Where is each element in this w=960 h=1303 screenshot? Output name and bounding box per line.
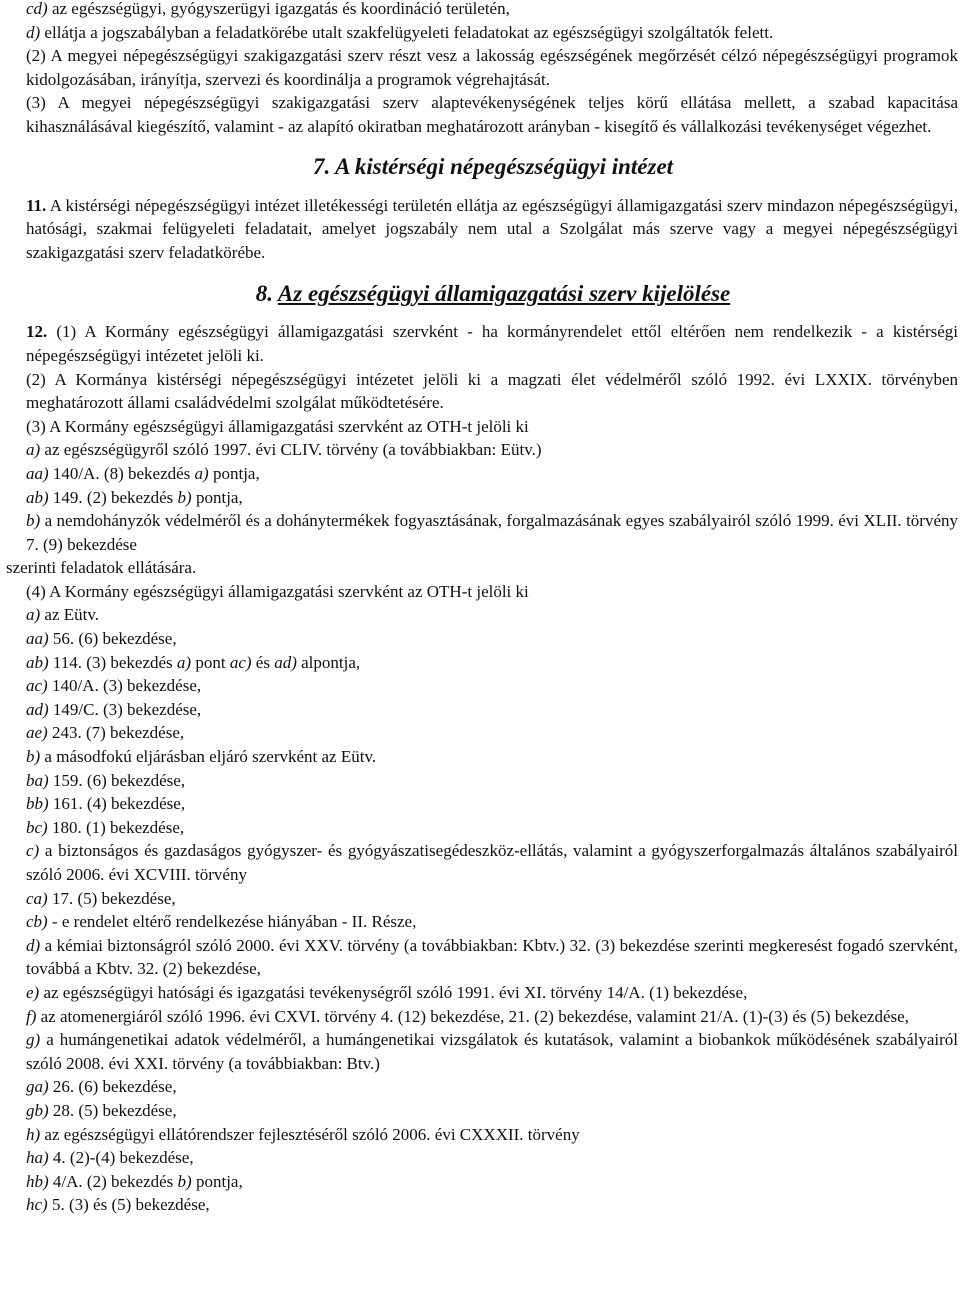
item-label: bb) — [26, 794, 49, 814]
item-text: alpontja, — [301, 652, 361, 672]
paragraph-12-4 — [6, 580, 958, 604]
item-text: 4. — [52, 1148, 66, 1168]
item-text: és — [255, 652, 270, 672]
point-b4 — [6, 745, 958, 769]
item-label: b) — [26, 511, 41, 531]
item-text: 243. — [51, 723, 82, 743]
item-label: b) — [26, 747, 41, 767]
point-ha — [6, 1146, 958, 1170]
paragraph-text: (3) A megyei népegészségügyi szakigazgatási szerv alaptevékenységének teljes körű ellátása mellett, a szabad kapacitása kihasználásával kiegészítő, valamint - az alapító okiratban meghatározott arányban - kisegítő és vállalkozási tevékenységet végezhet. — [26, 93, 958, 136]
item-text: (5) bekezdése, — [78, 1100, 177, 1120]
item-text: (6) bekezdése, — [78, 1077, 177, 1097]
item-text: (2) bekezdés — [86, 487, 174, 507]
item-label: ac) — [26, 676, 48, 696]
paragraph-text: (3) A Kormány egészségügyi államigazgatási szervként az OTH-t jelöli ki — [26, 416, 529, 436]
item-label: gb) — [26, 1100, 49, 1120]
item-text: (2) bekezdése, — [162, 959, 261, 979]
paragraph-text: (2) A megyei népegészségügyi szakigazgatási szerv részt vesz a lakosság egészségének megőrzését célzó népegészségügyi programok kidolgozásában, irányítja, szervezi és koordinálja a programok végrehajtását. — [26, 46, 958, 89]
item-text: az Eütv. — [44, 605, 100, 625]
point-d4 — [6, 934, 958, 981]
item-text: (2)-(4) bekezdése, — [69, 1148, 194, 1168]
item-text: (7) bekezdése, — [85, 723, 185, 743]
item-label: bc) — [26, 817, 48, 837]
item-text: (12) bekezdése, 21. — [397, 1006, 530, 1026]
item-text: 140/A. — [52, 463, 100, 483]
paragraph-text: A kistérségi népegészségügyi intézet illetékességi területén ellátja az egészségügyi államigazgatási szerv mindazon népegészségügyi, hatósági, szakmai felügyeleti feladatait, amelyet jogszabály nem utal a Szolgálat más szerve vagy a megyei népegészségügyi szakigazgatási szerv feladatkörébe. — [26, 195, 959, 262]
paragraph-11 — [6, 194, 958, 265]
item-text: - e rendelet eltérő rendelkezése hiányában - II. Része, — [51, 912, 417, 932]
point-aa4 — [6, 627, 958, 651]
paragraph-12-1 — [6, 320, 958, 367]
section-heading-8 — [6, 280, 958, 308]
item-text: (1) bekezdése, — [649, 982, 748, 1002]
item-text: a másodfokú eljárásban eljáró szervként az Eütv. — [44, 747, 377, 767]
item-label: a) — [26, 440, 41, 460]
paragraph-text: (1) A Kormány egészségügyi államigazgatási szervként - ha kormányrendelet ettől eltérően nem rendelkezik - a kistérségi népegészségügyi intézetet jelöli ki. — [26, 322, 959, 365]
item-text: (6) bekezdése, — [78, 629, 177, 649]
item-label: aa) — [26, 463, 49, 483]
item-text: 161. — [52, 794, 83, 814]
point-gb — [6, 1099, 958, 1123]
section-title: Az egészségügyi államigazgatási szerv kijelölése — [277, 281, 731, 307]
point-f — [6, 1005, 958, 1029]
item-text: 114. — [52, 652, 83, 672]
item-text: 140/A. — [51, 676, 99, 696]
item-text: (2) bekezdése, valamint 21/A. — [534, 1006, 739, 1026]
item-text: (3) bekezdés — [86, 652, 173, 672]
item-label: a) — [176, 652, 192, 672]
item-label: ha) — [26, 1148, 49, 1168]
paragraph-text: (4) A Kormány egészségügyi államigazgatási szervként az OTH-t jelöli ki — [26, 581, 529, 601]
section-title: A kistérségi népegészségügyi intézet — [335, 153, 674, 179]
item-text: az egészségügyi, gyógyszerügyi igazgatás és koordináció területén, — [51, 0, 510, 18]
item-text: a kémiai biztonságról szóló 2000. évi XXV. törvény (a továbbiakban: Kbtv.) 32. — [44, 935, 591, 955]
item-text: (3) és (5) bekezdése, — [68, 1195, 210, 1215]
item-label: ae) — [26, 723, 48, 743]
item-text: az egészségügyi hatósági és igazgatási tevékenységről szóló 1991. évi XI. törvény 14/A. — [43, 982, 645, 1002]
item-text: pontja, — [195, 1171, 243, 1191]
item-text: pontja, — [195, 487, 243, 507]
item-label: e) — [26, 982, 40, 1002]
item-text: (6) bekezdése, — [86, 770, 186, 790]
item-label: f) — [26, 1006, 37, 1026]
point-bb — [6, 792, 958, 816]
item-label: ab) — [26, 487, 49, 507]
paragraph-3 — [6, 91, 958, 138]
item-text: 26. — [52, 1077, 75, 1097]
point-d — [6, 21, 958, 45]
item-text: 4/A. — [52, 1171, 83, 1191]
point-bc — [6, 816, 958, 840]
item-text: (2) bekezdés — [86, 1171, 174, 1191]
item-text: (3) bekezdése, — [102, 699, 202, 719]
point-g — [6, 1028, 958, 1075]
item-label: ad) — [274, 652, 297, 672]
item-label: a) — [194, 463, 209, 483]
paragraph-number: 12. — [26, 322, 48, 342]
item-text: ellátja a jogszabályban a feladatkörébe utalt szakfelügyeleti feladatokat az egészségügyi szolgáltatók felett. — [44, 22, 774, 42]
item-label: aa) — [26, 629, 49, 649]
point-ac4 — [6, 674, 958, 698]
paragraph-12-3 — [6, 415, 958, 439]
point-cb — [6, 910, 958, 934]
item-text: (1) bekezdése, — [85, 817, 185, 837]
point-ba — [6, 769, 958, 793]
item-label: ac) — [229, 652, 252, 672]
paragraph-12-2 — [6, 368, 958, 415]
item-label: ga) — [26, 1077, 49, 1097]
item-text: 159. — [52, 770, 83, 790]
point-h — [6, 1123, 958, 1147]
item-text: a nemdohányzók védelméről és a dohánytermékek fogyasztásának, forgalmazásának egyes szabályairól szóló 1999. évi XLII. törvény 7. — [26, 511, 959, 554]
item-text: (4) bekezdése, — [86, 794, 186, 814]
item-text: szerinti feladatok ellátására. — [6, 558, 197, 578]
item-text: 180. — [51, 817, 82, 837]
item-text: pontja, — [212, 463, 260, 483]
point-aa — [6, 462, 958, 486]
paragraph-text: (2) A Kormánya kistérségi népegészségügyi intézetet jelöli ki a magzati élet védelméről szóló 1992. évi LXXIX. törvényben meghatározott állami családvédelmi szolgálat működtetésére. — [26, 369, 958, 413]
item-label: g) — [26, 1030, 41, 1050]
item-text: az atomenergiáról szóló 1996. évi CXVI. törvény 4. — [40, 1006, 394, 1026]
item-text: (5) bekezdése, — [77, 888, 176, 908]
item-text: (1)-(3) és (5) bekezdése, — [742, 1006, 909, 1026]
point-b — [6, 509, 958, 556]
item-text: az egészségügyről szóló 1997. évi CLIV. törvény (a továbbiakban: Eütv.) — [44, 440, 542, 460]
point-hc — [6, 1193, 958, 1217]
item-label: a) — [26, 605, 41, 625]
item-text: (3) bekezdése szerinti megkeresést fogadó szervként, továbbá a Kbtv. 32. — [26, 935, 958, 979]
item-label: hb) — [26, 1171, 49, 1191]
item-text: 56. — [52, 629, 75, 649]
item-label: cb) — [26, 912, 48, 932]
item-label: b) — [177, 487, 192, 507]
item-label: cd) — [26, 0, 48, 18]
item-text: 17. — [51, 888, 74, 908]
point-hb — [6, 1170, 958, 1194]
point-ae4 — [6, 721, 958, 745]
item-label: h) — [26, 1124, 41, 1144]
item-text: az egészségügyi ellátórendszer fejlesztéséről szóló 2006. évi CXXXII. törvény — [44, 1124, 580, 1144]
point-c — [6, 839, 958, 886]
item-text: 149. — [52, 487, 83, 507]
point-e — [6, 981, 958, 1005]
item-label: b) — [177, 1171, 192, 1191]
item-label: c) — [26, 841, 40, 861]
point-ca — [6, 887, 958, 911]
item-text: 28. — [52, 1100, 75, 1120]
point-ga — [6, 1075, 958, 1099]
point-b-tail — [6, 556, 958, 580]
item-text: (3) bekezdése, — [102, 676, 202, 696]
item-text: a biztonságos és gazdaságos gyógyszer- és gyógyászatisegédeszköz-ellátás, valamint a gyógyszerforgalmazás általános szabályairól szóló 2006. évi XCVIII. törvény — [26, 841, 959, 884]
item-label: ad) — [26, 699, 49, 719]
item-label: hc) — [26, 1195, 48, 1215]
section-number: 8. — [255, 281, 274, 307]
item-text: pont — [195, 652, 226, 672]
document-page — [6, 0, 958, 1217]
item-text: a humángenetikai adatok védelméről, a humángenetikai vizsgálatok és kutatások, valamint a biobankok működésének szabályairól szóló 2008. évi XXI. törvény (a továbbiakban: Btv.) — [26, 1030, 959, 1073]
item-label: ab) — [26, 652, 49, 672]
point-a4 — [6, 603, 958, 627]
item-label: d) — [26, 22, 41, 42]
point-cd — [6, 0, 958, 21]
point-ab — [6, 486, 958, 510]
point-ab4 — [6, 651, 958, 675]
item-label: ba) — [26, 770, 49, 790]
item-text: 5. — [51, 1195, 65, 1215]
point-a — [6, 438, 958, 462]
item-text: 149/C. — [52, 699, 99, 719]
item-text: (9) bekezdése — [43, 534, 137, 554]
section-heading-7 — [6, 153, 958, 181]
item-label: ca) — [26, 888, 48, 908]
paragraph-2 — [6, 44, 958, 91]
point-ad4 — [6, 698, 958, 722]
paragraph-number: 11. — [26, 195, 47, 215]
section-number: 7. — [312, 153, 331, 179]
item-text: (8) bekezdés — [103, 463, 191, 483]
item-label: d) — [26, 935, 41, 955]
